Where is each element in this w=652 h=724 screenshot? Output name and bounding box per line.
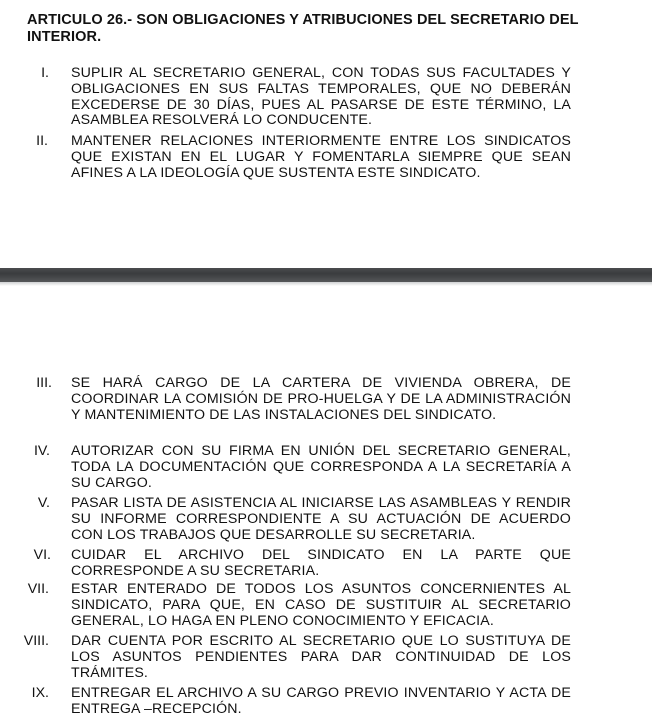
document-page-upper <box>0 0 652 268</box>
page-separator <box>0 268 652 282</box>
item-text: MANTENER RELACIONES INTERIORMENTE ENTRE LOS SINDICATOS QUE EXISTAN EN EL LUGAR Y FOMENTARLA SIEMPRE QUE SEAN AFINES A LA IDEOLOGÍA QUE SUSTENTA ESTE SINDICATO. <box>71 133 571 181</box>
item-text: SE HARÁ CARGO DE LA CARTERA DE VIVIENDA OBRERA, DE COORDINAR LA COMISIÓN DE PRO-HUELGA Y DE LA ADMINISTRACIÓN Y MANTENIMIENTO DE LAS INSTALACIONES DEL SINDICATO. <box>71 375 571 423</box>
item-text: ENTREGAR EL ARCHIVO A SU CARGO PREVIO INVENTARIO Y ACTA DE ENTREGA –RECEPCIÓN. <box>71 685 571 717</box>
item-number: I. <box>41 65 49 81</box>
item-number: VIII. <box>23 633 49 649</box>
item-number: VI. <box>33 547 51 563</box>
item-text: CUIDAR EL ARCHIVO DEL SINDICATO EN LA PARTE QUE CORRESPONDE A SU SECRETARIA. <box>71 547 571 579</box>
document-page-lower <box>0 286 652 724</box>
item-number: IV. <box>33 443 50 459</box>
article-heading: ARTICULO 26.- SON OBLIGACIONES Y ATRIBUCIONES DEL SECRETARIO DEL INTERIOR. <box>27 12 579 45</box>
item-text: PASAR LISTA DE ASISTENCIA AL INICIARSE LAS ASAMBLEAS Y RENDIR SU INFORME CORRESPONDIENTE A SU ACTUACIÓN DE ACUERDO CON LOS TRABAJOS QUE DESARROLLE SU SECRETARIA. <box>71 495 571 543</box>
item-text: AUTORIZAR CON SU FIRMA EN UNIÓN DEL SECRETARIO GENERAL, TODA LA DOCUMENTACIÓN QUE CORRESPONDA A LA SECRETARÍA A SU CARGO. <box>71 443 571 491</box>
item-text: SUPLIR AL SECRETARIO GENERAL, CON TODAS SUS FACULTADES Y OBLIGACIONES EN SUS FALTAS TEMPORALES, QUE NO DEBERÁN EXCEDERSE DE 30 DÍAS, PUES AL PASARSE DE ESTE TÉRMINO, LA ASAMBLEA RESOLVERÁ LO CONDUCENTE. <box>71 65 571 129</box>
item-number: VII. <box>27 581 49 597</box>
item-number: III. <box>36 375 52 391</box>
item-text: ESTAR ENTERADO DE TODOS LOS ASUNTOS CONCERNIENTES AL SINDICATO, PARA QUE, EN CASO DE SUSTITUIR AL SECRETARIO GENERAL, LO HAGA EN PLENO CONOCIMIENTO Y EFICACIA. <box>71 581 571 629</box>
item-number: V. <box>37 495 50 511</box>
item-number: II. <box>36 133 48 149</box>
item-text: DAR CUENTA POR ESCRITO AL SECRETARIO QUE LO SUSTITUYA DE LOS ASUNTOS PENDIENTES PARA DAR CONTINUIDAD DE LOS TRÁMITES. <box>71 633 571 681</box>
item-number: IX. <box>31 685 49 701</box>
